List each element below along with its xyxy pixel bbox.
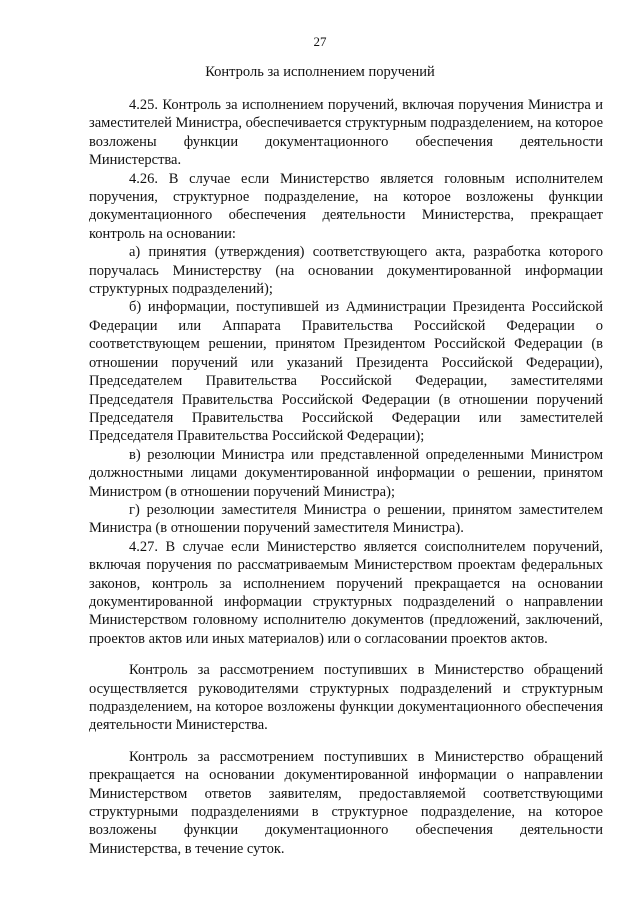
list-item-b: б) информации, поступившей из Администрации Президента Российской Федерации или Аппарата Правительства Российской Федерации о соответствующем решении, принятом Президентом Российской Федерации (в отношении поручений или указаний Президента Российской Федерации), Председателем Правительства Российской Федерации, заместителями Председателя Правительства Российской Федерации (в отношении поручений Председателя Правительства Российской Федерации или заместителей Председателя Правительства Российской Федерации); (89, 299, 603, 445)
list-item-v: в) резолюции Министра или представленной определенными Министром должностными лицами документированной информации о решении, принятом Министром (в отношении поручений Министра); (89, 446, 603, 500)
paragraph-4-27: 4.27. В случае если Министерство является соисполнителем поручений, включая поручения по рассматриваемым Министерством проектам федеральных законов, контроль за исполнением поручений прекращается на основании документированной информации структурных подразделений о направлении Министерством головному исполнителю документов (предложений, заключений, проектов актов или иных материалов) или о согласовании проектов актов. (89, 538, 603, 647)
paragraph-4-26: 4.26. В случае если Министерство является головным исполнителем поручения, структурное подразделение, на которое возложены функции документационного обеспечения деятельности Министерства, прекращает контроль на основании: (89, 170, 603, 242)
section-heading: Контроль за исполнением поручений (205, 64, 435, 80)
list-item-g: г) резолюции заместителя Министра о решении, принятом заместителем Министра (в отношении поручений заместителя Министра). (89, 501, 603, 537)
paragraph-appeals-termination: Контроль за рассмотрением поступивших в Министерство обращений прекращается на основании документированной информации о направлении Министерством ответов заявителям, предоставляемой соответствующими структурными подразделениями в структурное подразделение, на которое возложены функции документационного обеспечения деятельности Министерства, в течение суток. (89, 748, 603, 857)
paragraph-4-25: 4.25. Контроль за исполнением поручений, включая поручения Министра и заместителей Министра, обеспечивается структурным подразделением, на которое возложены функции документационного обеспечения деятельности Министерства. (89, 97, 603, 169)
list-item-a: а) принятия (утверждения) соответствующего акта, разработка которого поручалась Министерству (на основании документированной информации структурных подразделений); (89, 244, 603, 298)
page-number: 27 (313, 34, 327, 49)
paragraph-appeals-control: Контроль за рассмотрением поступивших в Министерство обращений осуществляется руководителями структурных подразделений и структурным подразделением, на которое возложены функции документационного обеспечения деятельности Министерства. (89, 662, 603, 734)
document-body (89, 96, 603, 858)
